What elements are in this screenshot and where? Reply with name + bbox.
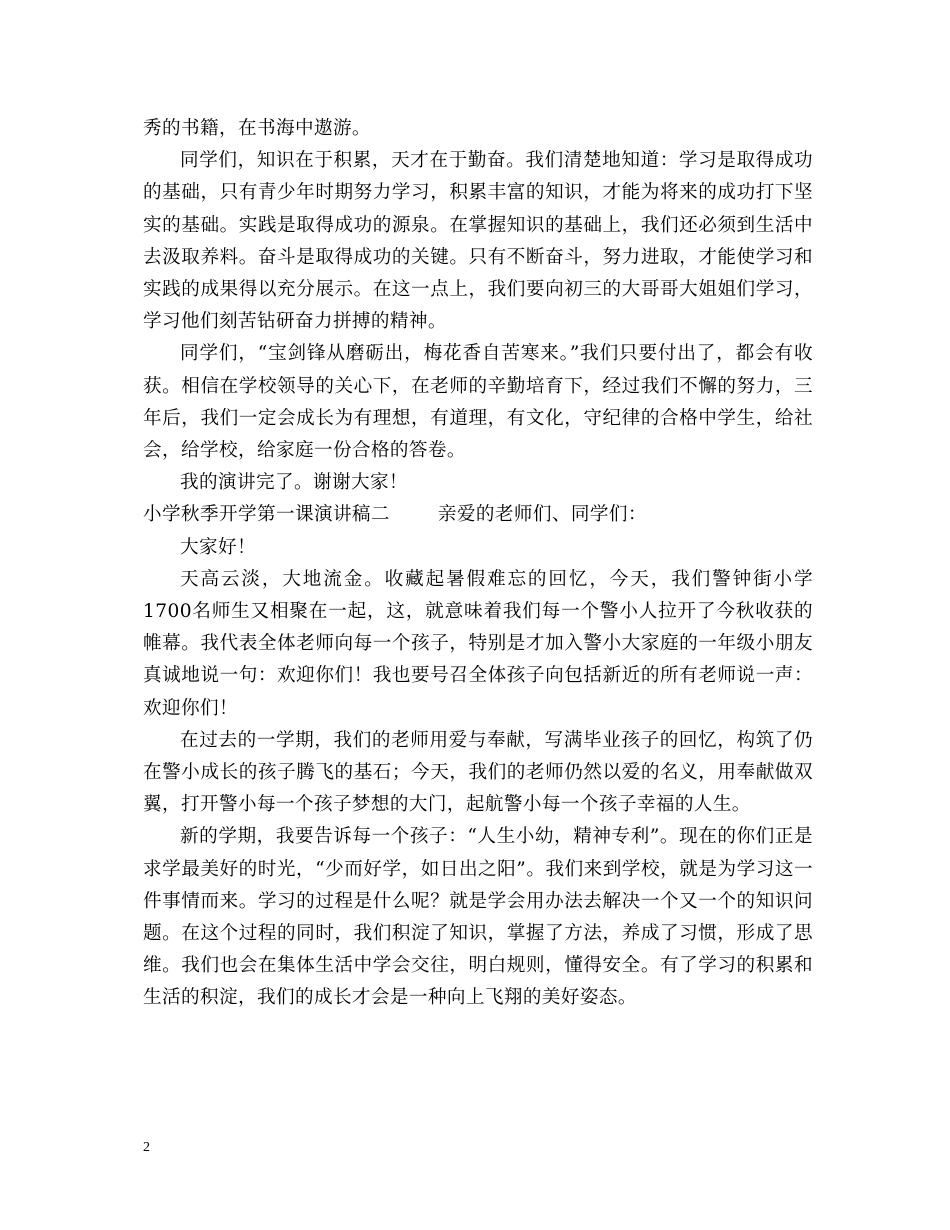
- paragraph-welcome: 天高云淡，大地流金。收藏起暑假难忘的回忆，今天，我们警钟街小学1700名师生又相聚在一起，这，就意味着我们每一个警小人拉开了今秋收获的帷幕。我代表全体老师向每一个孩子，特别是才加入警小大家庭的一年级小朋友真诚地说一句：欢迎你们！我也要号召全体孩子向包括新近的所有老师说一声：欢迎你们！: [143, 568, 813, 719]
- speech-two-heading: [143, 499, 813, 531]
- paragraph-closing: 我的演讲完了。谢谢大家！: [180, 472, 408, 494]
- paragraph-new-semester: 新的学期，我要告诉每一个孩子：“人生小幼，精神专利”。现在的你们正是求学最美好的时光，“少而好学，如日出之阳”。我们来到学校，就是为学习这一件事情而来。学习的过程是什么呢？就是学会用办法去解决一个又一个的知识问题。在这个过程的同时，我们积淀了知识，掌握了方法，养成了习惯，形成了思维。我们也会在集体生活中学会交往，明白规则，懂得安全。有了学习的积累和生活的积淀，我们的成长才会是一种向上飞翔的美好姿态。: [143, 826, 813, 1009]
- paragraph-sword-quote: 同学们，“宝剑锋从磨砺出，梅花香自苦寒来。”我们只要付出了，都会有收获。相信在学校领导的关心下，在老师的辛勤培育下，经过我们不懈的努力，三年后，我们一定会成长为有理想，有道理，有文化，守纪律的合格中学生，给社会，给学校，给家庭一份合格的答卷。: [143, 343, 813, 462]
- speech-two-title: 小学秋季开学第一课演讲稿二: [143, 504, 390, 526]
- page-number: 2: [143, 1140, 150, 1155]
- paragraph-knowledge: 同学们，知识在于积累，天才在于勤奋。我们清楚地知道：学习是取得成功的基础，只有青少年时期努力学习，积累丰富的知识，才能为将来的成功打下坚实的基础。实践是取得成功的源泉。在掌握知识的基础上，我们还必须到生活中去汲取养料。奋斗是取得成功的关键。只有不断奋斗，努力进取，才能使学习和实践的成果得以充分展示。在这一点上，我们要向初三的大哥哥大姐姐们学习，学习他们刻苦钻研奋力拼搏的精神。: [143, 150, 813, 333]
- paragraph-greeting: 大家好！: [180, 536, 256, 558]
- body-text: [143, 113, 813, 1015]
- paragraph-continuation: 秀的书籍，在书海中遨游。: [143, 118, 371, 139]
- paragraph-past-semester: 在过去的一学期，我们的老师用爱与奉献，写满毕业孩子的回忆，构筑了仍在警小成长的孩子腾飞的基石；今天，我们的老师仍然以爱的名义，用奉献做双翼，打开警小每一个孩子梦想的大门，起航警小每一个孩子幸福的人生。: [143, 729, 813, 816]
- speech-two-salutation: 亲爱的老师们、同学们：: [437, 504, 647, 526]
